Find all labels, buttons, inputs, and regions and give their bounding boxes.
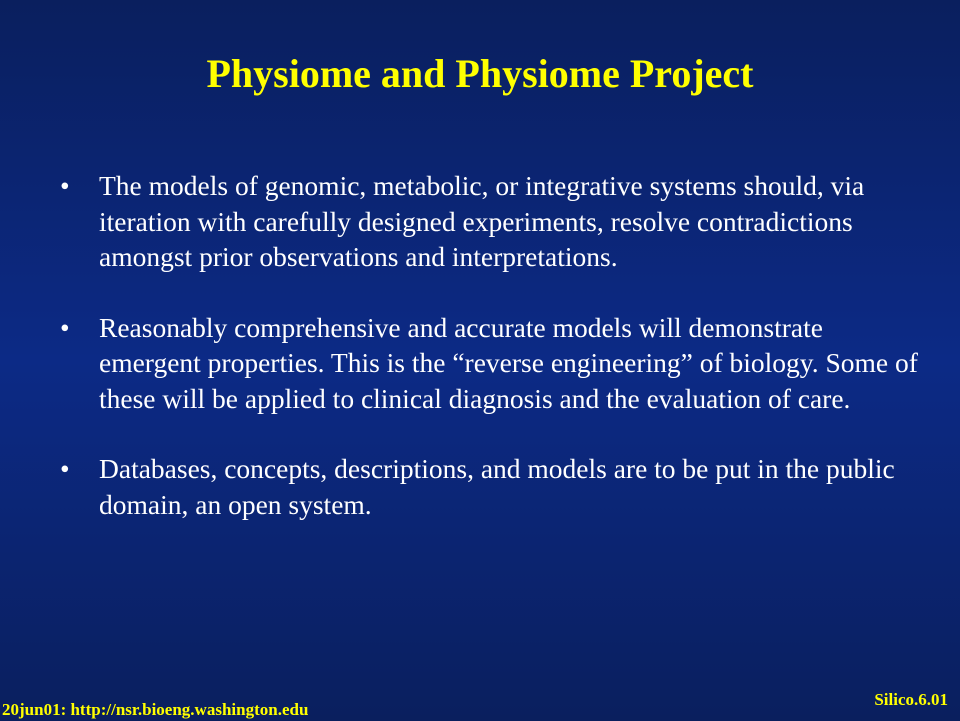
bullet-list: [60, 168, 920, 557]
bullet-marker: •: [60, 453, 70, 484]
bullet-item: [60, 168, 920, 275]
bullet-text: Reasonably comprehensive and accurate models will demonstrate emergent properties. This is the “reverse engineering” of biology. Some of these will be applied to clinical diagnosis and the evaluation of care.: [99, 311, 918, 414]
bullet-marker: •: [60, 170, 70, 201]
footer-slide-id: Silico.6.01: [874, 690, 948, 709]
bullet-item: [60, 451, 920, 522]
bullet-text: The models of genomic, metabolic, or integrative systems should, via iteration with carefully designed experiments, resolve contradictions amongst prior observations and interpretations.: [99, 170, 865, 272]
bullet-marker: •: [60, 311, 70, 343]
slide-title: Physiome and Physiome Project: [206, 51, 754, 96]
bullet-item: [60, 310, 920, 417]
bullet-text: Databases, concepts, descriptions, and models are to be put in the public domain, an open system.: [99, 453, 895, 520]
footer-source-url: 20jun01: http://nsr.bioeng.washington.edu: [2, 700, 309, 719]
